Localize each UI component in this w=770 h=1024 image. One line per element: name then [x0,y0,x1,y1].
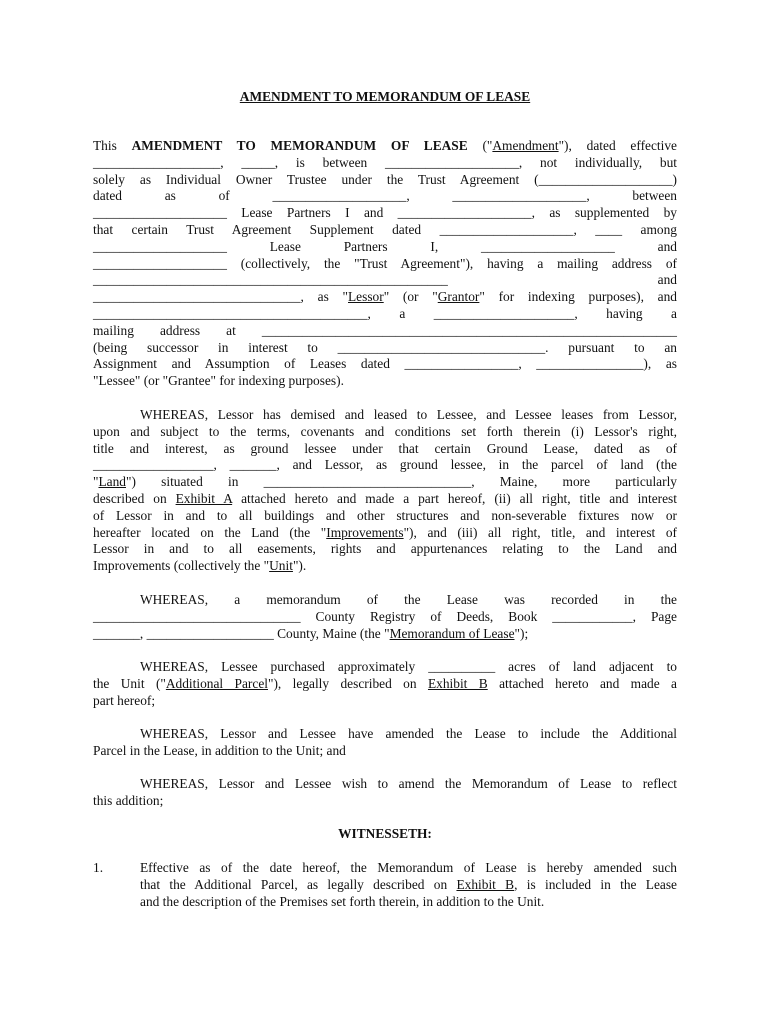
item-line: Effective as of the date hereof, the Memorandum of Lease is hereby amended such [140,860,677,875]
amendment-term-bold: AMENDMENT TO MEMORANDUM OF LEASE [131,138,468,153]
paragraph-line: upon and subject to the terms, covenants and conditions set forth therein (i) Lessor's right, [93,423,677,439]
paragraph-line: _______________________________ County Registry of Deeds, Book ____________, Page [93,608,677,624]
whereas-paragraph-5 [93,776,677,810]
paragraph-line: WHEREAS, a memorandum of the Lease was recorded in the [140,592,677,607]
item-line: and the description of the Premises set forth therein, in addition to the Unit. [140,893,545,909]
whereas-paragraph-1 [93,407,677,575]
intro-line: _________________________________________, a _____________________, having a [93,305,677,321]
intro-line: _____________________________________________________ and [93,272,677,288]
paragraph-line: hereafter located on the Land (the "Improvements"), and (iii) all right, title, and interest of [93,524,677,540]
grantor-defined-term: Grantor [437,289,480,305]
additional-parcel-defined-term: Additional Parcel [165,675,268,691]
paragraph-line: Lessor in and to all easements, rights and appurtenances relating to the Land and [93,541,677,557]
intro-line: ___________________, _____, is between ____________________, not individually, but [93,154,677,170]
document-title: AMENDMENT TO MEMORANDUM OF LEASE [239,89,531,104]
intro-line: solely as Individual Owner Trustee under the Trust Agreement (____________________) [93,171,677,187]
intro-line: ____________________ Lease Partners I, ____________________ and [93,238,677,254]
land-defined-term: Land [98,474,126,490]
exhibit-b-reference: Exhibit B [427,675,488,691]
intro-line: dated as of ____________________, ____________________, between [93,188,677,204]
exhibit-a-reference: Exhibit A [175,490,233,506]
intro-line: _______________________________, as "Lessor" (or "Grantor" for indexing purposes), and [93,289,677,305]
intro-line: (being successor in interest to _______________________________. pursuant to an [93,339,677,355]
item-line: that the Additional Parcel, as legally described on Exhibit B, is included in the Lease [140,876,677,892]
paragraph-line: title and interest, as ground lessee under that certain Ground Lease, dated as of [93,440,677,456]
paragraph-line: WHEREAS, Lessee purchased approximately __________ acres of land adjacent to [140,659,677,674]
intro-line: that certain Trust Agreement Supplement dated ____________________, ____ among [93,221,677,237]
item-number: 1. [93,860,104,875]
paragraph-line: the Unit ("Additional Parcel"), legally described on Exhibit B attached hereto and made a [93,675,677,691]
intro-line: ____________________ Lease Partners I and ____________________, as supplemented by [93,205,677,221]
intro-line: "Lessee" (or "Grantee" for indexing purposes). [93,373,344,389]
paragraph-line: WHEREAS, Lessor has demised and leased to Lessee, and Lessee leases from Lessor, [140,407,677,422]
intro-paragraph [93,138,677,390]
intro-line: mailing address at ______________________________________________________________ [93,322,677,338]
paragraph-line: _______, ___________________ County, Maine (the "Memorandum of Lease"); [93,625,529,641]
paragraph-line: Parcel in the Lease, in addition to the Unit; and [93,742,346,758]
amendment-defined-term: Amendment [492,138,559,153]
numbered-item-1 [140,860,677,910]
paragraph-line: __________________, _______, and Lessor, as ground lessee, in the parcel of land (the [93,457,677,473]
memorandum-defined-term: Memorandum of Lease [389,625,515,641]
unit-defined-term: Unit [269,558,293,574]
paragraph-line: WHEREAS, Lessor and Lessee have amended the Lease to include the Additional [140,726,677,741]
paragraph-line: of Lessor in and to all buildings and other structures and non-severable fixtures now or [93,507,677,523]
paragraph-line: part hereof; [93,692,156,708]
intro-line: This AMENDMENT TO MEMORANDUM OF LEASE ("Amendment"), dated effective [93,138,677,153]
paragraph-line: described on Exhibit A attached hereto and made a part hereof, (ii) all right, title and interest [93,490,677,506]
whereas-paragraph-3 [93,659,677,709]
exhibit-b-reference: Exhibit B [456,876,515,892]
lessor-defined-term: Lessor [348,289,384,305]
whereas-paragraph-4 [93,726,677,760]
whereas-paragraph-2 [93,592,677,642]
improvements-defined-term: Improvements [326,524,404,540]
intro-line: Assignment and Assumption of Leases dated _________________, ________________), as [93,356,677,372]
paragraph-line: WHEREAS, Lessor and Lessee wish to amend the Memorandum of Lease to reflect [140,776,677,791]
paragraph-line: Improvements (collectively the "Unit"). [93,558,307,574]
paragraph-line: "Land") situated in _______________________________, Maine, more particularly [93,474,677,490]
intro-line: ____________________ (collectively, the "Trust Agreement"), having a mailing address of [93,255,677,271]
paragraph-line: this addition; [93,792,164,808]
witnesseth-heading: WITNESSETH: [338,826,432,841]
